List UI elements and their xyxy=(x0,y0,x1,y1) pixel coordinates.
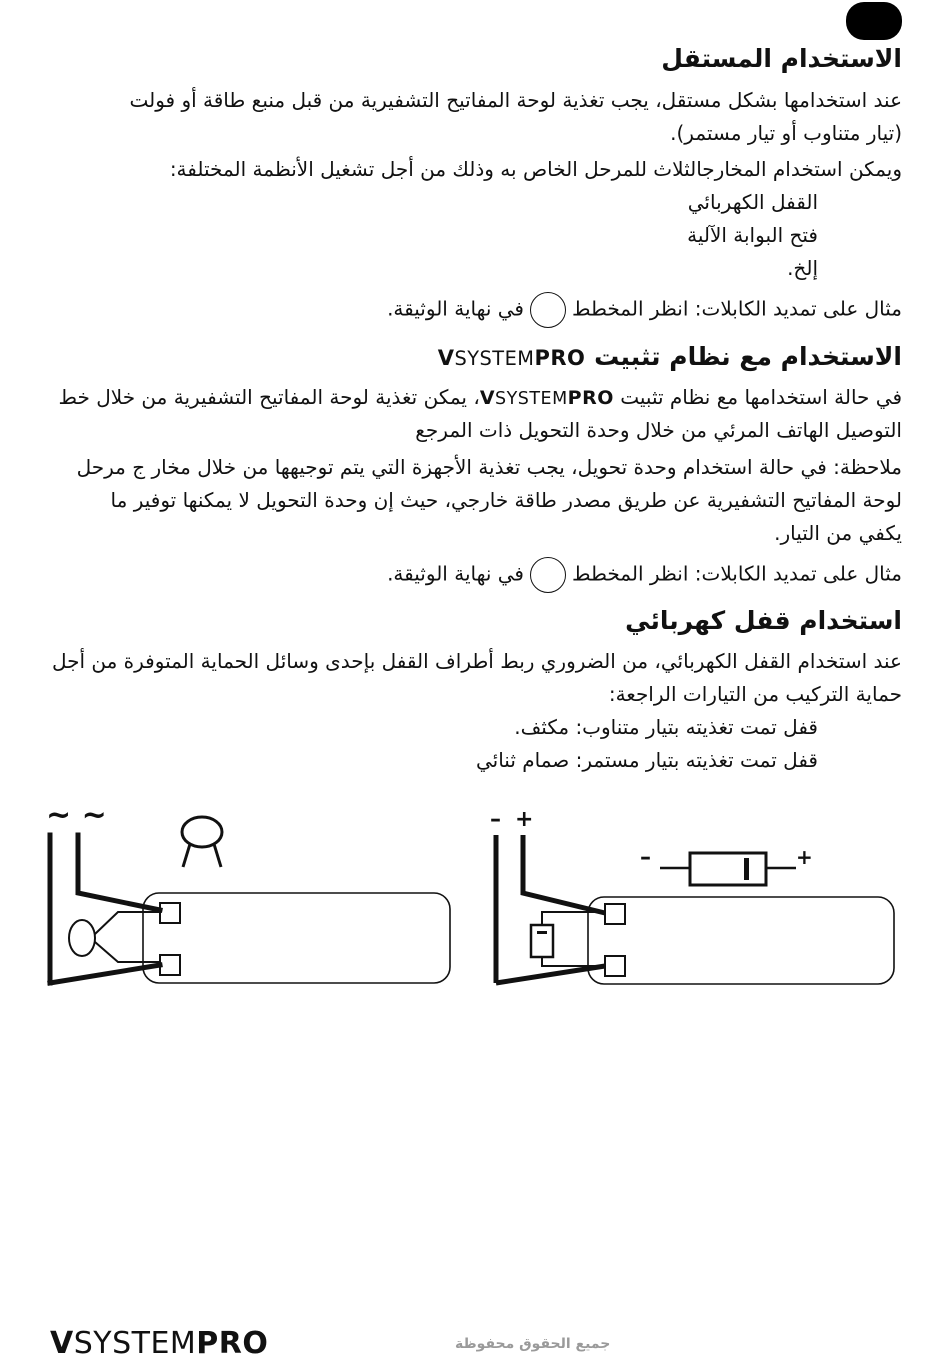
ac-lock-diagram xyxy=(46,798,450,983)
diode-symbol xyxy=(640,845,813,885)
example-text: في نهاية الوثيقة. xyxy=(387,296,524,321)
terminal-bottom xyxy=(160,955,180,975)
terminal-top xyxy=(160,903,180,923)
note-line: ملاحظة: في حالة استخدام وحدة تحويل، يجب تغذية الأجهزة التي يتم توجيهها من خلال مخار ج مرحل xyxy=(76,455,902,479)
dc-plus-label: + xyxy=(515,807,534,832)
dc-lock-diagram xyxy=(490,807,894,984)
diode-plus-label: + xyxy=(796,845,813,869)
ac-symbol: ~ ~ xyxy=(46,798,107,833)
example-text: في نهاية الوثيقة. xyxy=(387,561,524,586)
example-text: مثال على تمديد الكابلات: انظر المخطط xyxy=(571,296,902,321)
terminal-bottom xyxy=(605,956,625,976)
paragraph-line: في حالة استخدامها مع نظام تثبيت VSYSTEMPRO، يمكن تغذية لوحة المفاتيح التشفيرية من خلال خط xyxy=(59,381,902,416)
lock-terminal-block xyxy=(143,893,450,983)
terminal-top xyxy=(605,904,625,924)
list-item: فتح البوابة الآلية xyxy=(687,223,818,247)
diode-connection xyxy=(531,912,605,966)
list-item: قفل تمت تغذيته بتيار مستمر: صمام ثنائي xyxy=(475,748,818,772)
list-item: إلخ. xyxy=(787,256,818,280)
section-title-electric-lock: استخدام قفل كهربائي xyxy=(625,606,902,635)
paragraph-line: ويمكن استخدام المخارجالثلاث للمرحل الخاص به وذلك من أجل تشغيل الأنظمة المختلفة: xyxy=(169,157,902,181)
note-line: يكفي من التيار. xyxy=(774,521,902,545)
footer-vsystempro-logo: VSYSTEMPRO xyxy=(50,1326,269,1361)
section-title-standalone: الاستخدام المستقل xyxy=(661,44,902,73)
paragraph-line: (تيار متناوب أو تيار مستمر). xyxy=(670,121,902,145)
varistor-symbol xyxy=(69,912,160,962)
dc-minus-label: – xyxy=(490,807,501,832)
paragraph-line: حماية التركيب من التيارات الراجعة: xyxy=(608,682,902,706)
capacitor-icon xyxy=(182,817,222,867)
example-text: مثال على تمديد الكابلات: انظر المخطط xyxy=(571,561,902,586)
paragraph-line: عند استخدامها بشكل مستقل، يجب تغذية لوحة المفاتيح التشفيرية من قبل منبع طاقة أو فولت xyxy=(129,88,902,112)
note-line: لوحة المفاتيح التشفيرية عن طريق مصدر طاقة خارجي، حيث إن وحدة التحويل لا يمكنها توفير ما xyxy=(110,488,902,512)
paragraph-line: التوصيل الهاتف المرئي من خلال وحدة التحويل ذات المرجع xyxy=(415,418,902,442)
list-item: القفل الكهربائي xyxy=(687,190,818,214)
paragraph-line: عند استخدام القفل الكهربائي، من الضروري ربط أطراف القفل بإحدى وسائل الحماية المتوفرة من أجل xyxy=(51,649,902,673)
list-item: قفل تمت تغذيته بتيار متناوب: مكثف. xyxy=(514,715,818,739)
diode-minus-label: – xyxy=(640,845,651,870)
vsystempro-logo-inline: VSYSTEMPRO xyxy=(479,387,614,409)
copyright-text: جميع الحقوق محفوظة xyxy=(455,1336,611,1352)
section-title-text: الاستخدام مع نظام تثبيت xyxy=(594,342,902,371)
lock-terminal-block xyxy=(588,897,894,984)
vsystempro-logo-inline: VSYSTEMPRO xyxy=(437,346,586,370)
